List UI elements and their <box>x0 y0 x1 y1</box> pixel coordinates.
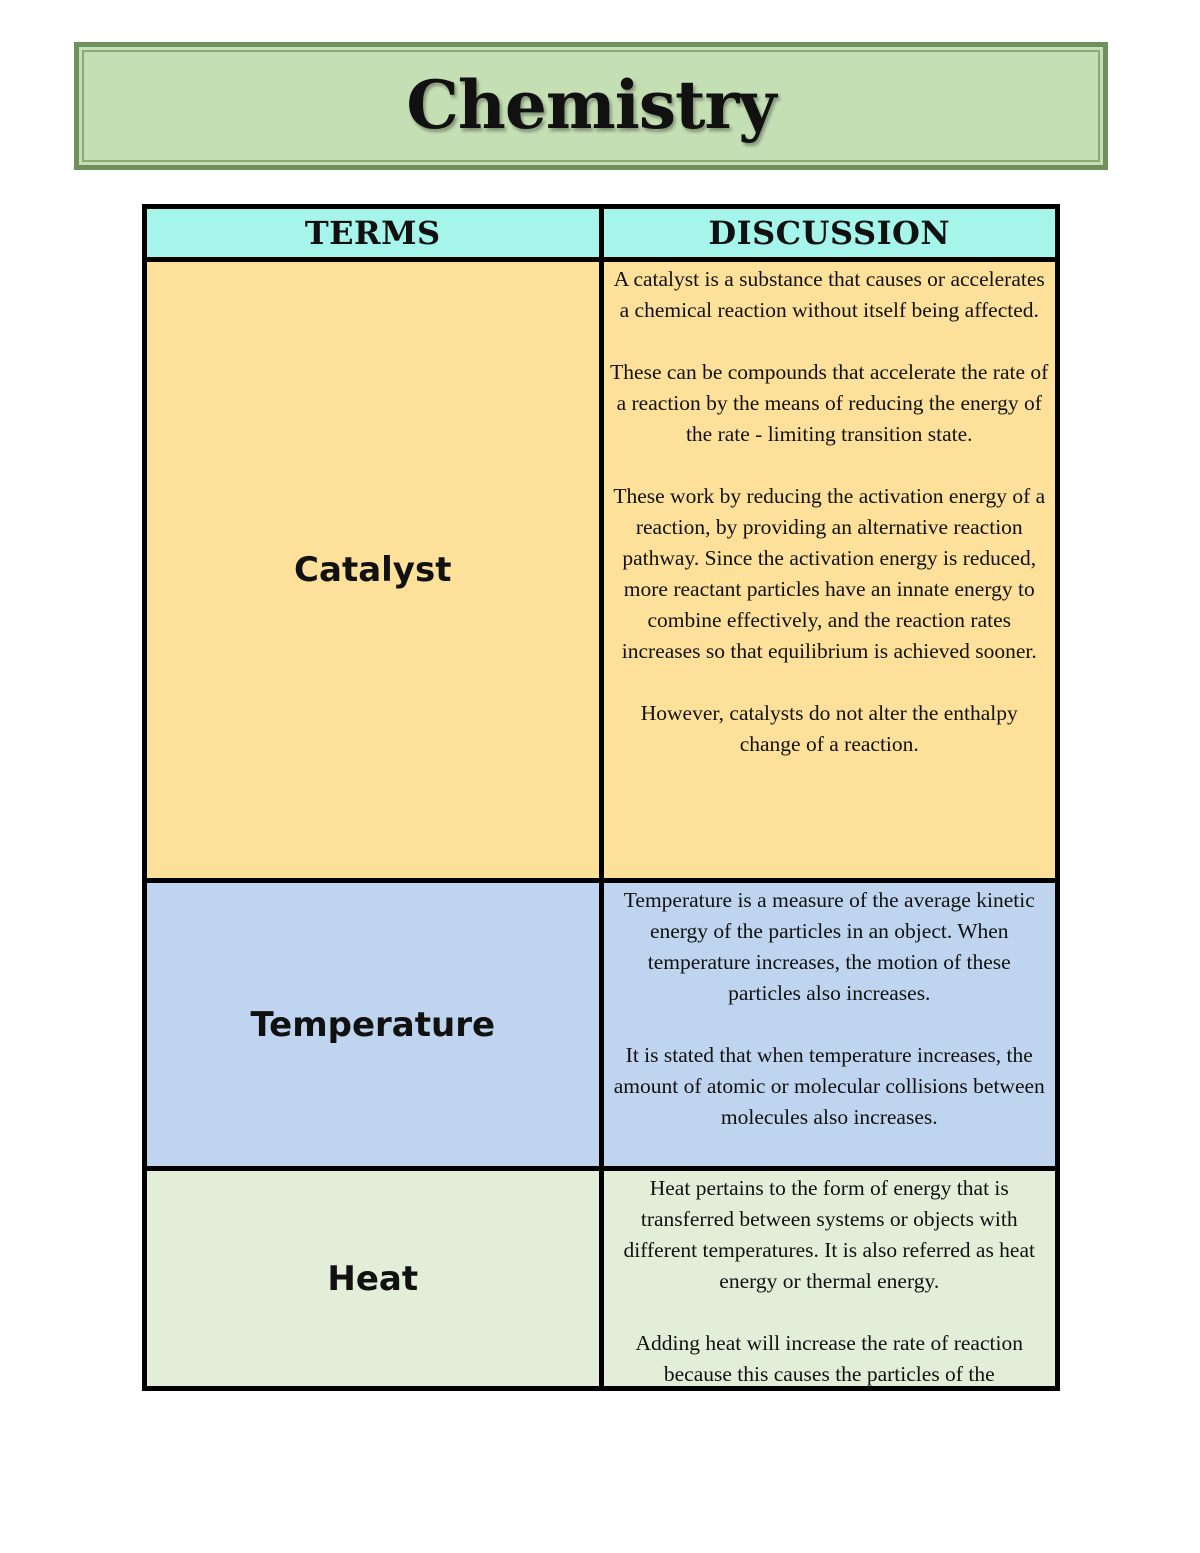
discussion-paragraph: It is stated that when temperature increases, the amount of atomic or molecular collisions between molecules also increases. <box>613 1043 1045 1129</box>
title-banner <box>74 42 1108 170</box>
table-row <box>145 881 1058 1169</box>
discussion-paragraph: A catalyst is a substance that causes or accelerates a chemical reaction without itself being affected. <box>613 267 1045 322</box>
table-header-row <box>145 207 1058 260</box>
discussion-paragraph: However, catalysts do not alter the enthalpy change of a reaction. <box>640 701 1018 756</box>
discussion-paragraph: These work by reducing the activation energy of a reaction, by providing an alternative reaction pathway. Since the activation energy is reduced, more reactant particles have an innate energy to combine effectively, and the reaction rates increases so that equilibrium is achieved sooner. <box>613 484 1046 663</box>
discussion-paragraph: Adding heat will increase the rate of reaction because this causes the particles of the <box>635 1331 1023 1386</box>
term-cell: Heat <box>145 1169 602 1389</box>
header-terms: TERMS <box>145 207 602 260</box>
page-title: Chemistry <box>406 66 776 144</box>
term-cell: Catalyst <box>145 260 602 881</box>
term-cell: Temperature <box>145 881 602 1169</box>
discussion-cell <box>601 260 1058 881</box>
discussion-paragraph: Heat pertains to the form of energy that is transferred between systems or objects with different temperatures. It is also referred as heat energy or thermal energy. <box>623 1176 1035 1293</box>
discussion-cell <box>601 1169 1058 1389</box>
discussion-paragraph: Temperature is a measure of the average kinetic energy of the particles in an object. When temperature increases, the motion of these particles also increases. <box>623 888 1035 1005</box>
discussion-paragraph: These can be compounds that accelerate the rate of a reaction by the means of reducing the energy of the rate - limiting transition state. <box>610 360 1049 446</box>
table-row <box>145 260 1058 881</box>
table-row <box>145 1169 1058 1389</box>
header-discussion: DISCUSSION <box>601 207 1058 260</box>
terms-table <box>142 204 1060 1391</box>
discussion-cell <box>601 881 1058 1169</box>
